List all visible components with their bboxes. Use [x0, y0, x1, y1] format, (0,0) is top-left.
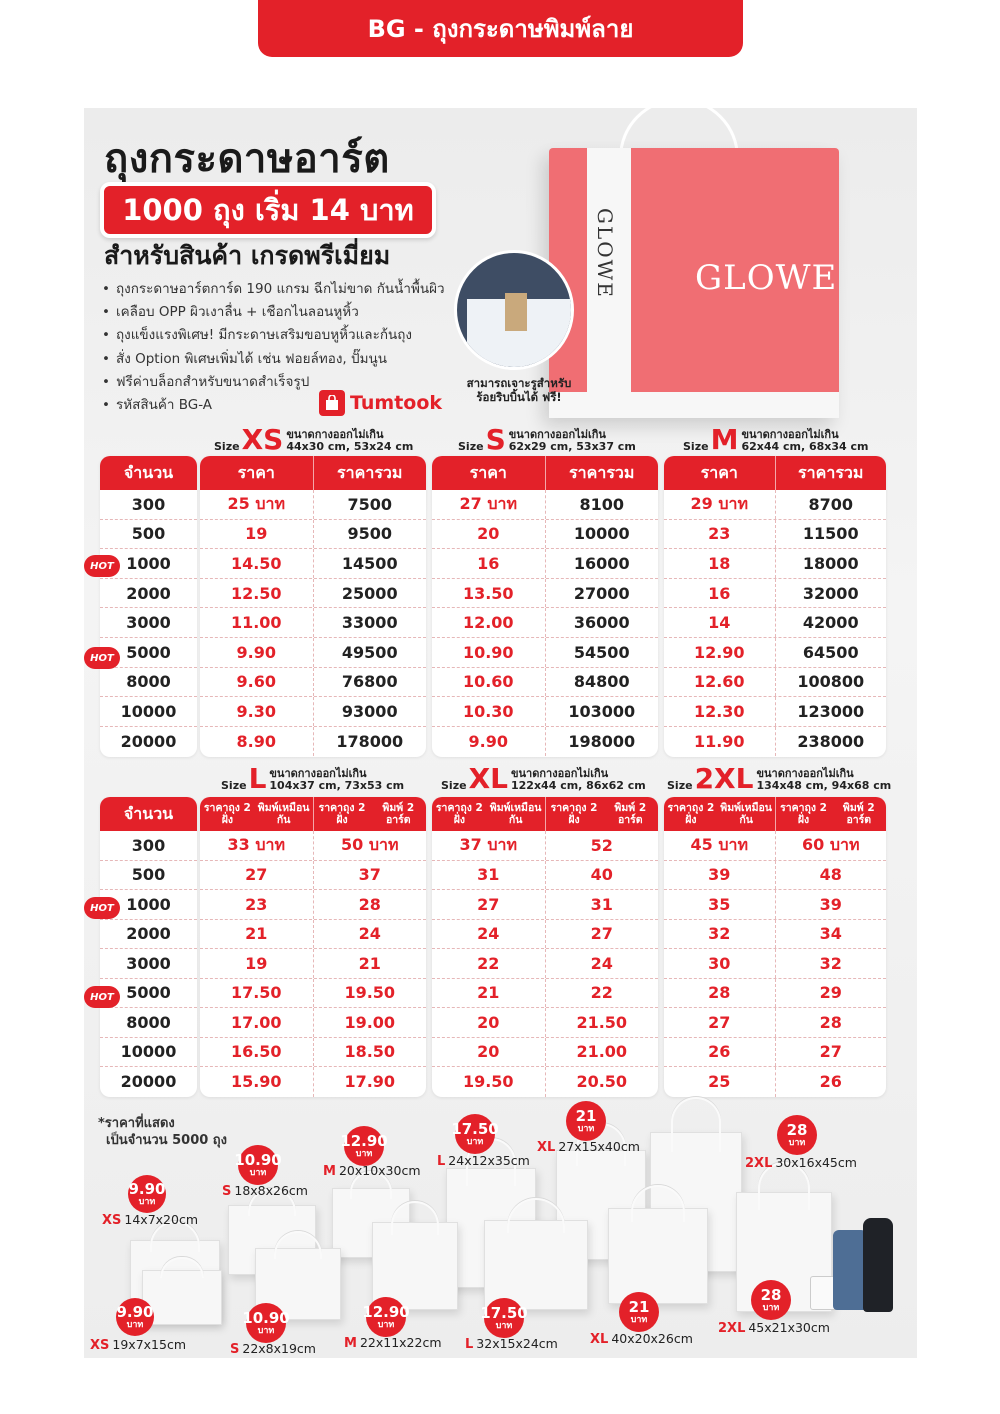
- table-cell: 32: [664, 920, 776, 949]
- table-cell: 23: [200, 890, 314, 919]
- table-cell: 17.00: [200, 1008, 314, 1037]
- table-row: [200, 831, 426, 861]
- table-cell: 20: [432, 1038, 546, 1067]
- table-cell: 300: [131, 835, 166, 855]
- table-row: [432, 1038, 658, 1068]
- table-row: [432, 949, 658, 979]
- hot-badge: HOT: [84, 897, 120, 919]
- table-cell: 18: [664, 549, 776, 578]
- table-row: [200, 727, 426, 757]
- table-row: [664, 979, 886, 1009]
- ribbon-hole-closeup: [454, 250, 574, 370]
- table-cell: 14: [664, 608, 776, 637]
- table-cell: 27: [819, 1042, 842, 1062]
- bag-size-label: S 22x8x19cm: [230, 1341, 316, 1357]
- hero-bag-logo: GLOWE: [695, 258, 838, 298]
- price-badge: 28 บาท: [751, 1280, 791, 1320]
- table-cell: 29: [819, 983, 842, 1003]
- table-cell: 19.50: [344, 983, 396, 1003]
- table-cell: 22: [590, 983, 613, 1003]
- table-cell: 123000: [797, 701, 865, 721]
- table-cell: 20: [432, 520, 546, 549]
- table-cell: 8000: [126, 1012, 171, 1032]
- table-cell: 19: [200, 949, 314, 978]
- table-cell: 10000: [120, 1042, 177, 1062]
- table-cell: 15.90: [200, 1067, 314, 1097]
- table-cell: 300: [131, 494, 166, 514]
- table-cell: 8100: [579, 494, 625, 514]
- table-row: [432, 668, 658, 698]
- table-cell: 9.60: [200, 668, 314, 697]
- table-row: [200, 638, 426, 668]
- page-title: ถุงกระดาษอาร์ต: [104, 136, 390, 182]
- table-cell: 20: [432, 1008, 546, 1037]
- bag-size-label: M 20x10x30cm: [323, 1163, 421, 1179]
- table-cell: 13.50: [432, 579, 546, 608]
- table-row: [100, 697, 197, 727]
- table-cell: 103000: [568, 701, 636, 721]
- table-cell: 37 บาท: [432, 831, 546, 860]
- table-cell: 33 บาท: [200, 831, 314, 860]
- price-table-xl: ราคาถุง 2 ฝั่ง พิมพ์เหมือนกัน ราคาถุง 2 ฝั่ง พิมพ์ 2 อาร์ต 37 บาท 52 31 40 27 31 24 27 22 24 21 22 20 21.50 20 21.00 19.50 20.50: [432, 797, 658, 1097]
- table-cell: 198000: [568, 732, 636, 752]
- bag-size-label: S 18x8x26cm: [222, 1183, 308, 1199]
- size-header-s: Size S ขนาดกางออกไม่เกิน 62x29 cm, 53x37 cm: [458, 423, 636, 456]
- table-cell: 37: [358, 865, 381, 885]
- table-row: [432, 697, 658, 727]
- table-cell: 26: [664, 1038, 776, 1067]
- bag-size-label: 2XL 30x16x45cm: [745, 1155, 857, 1171]
- table-row: [200, 979, 426, 1009]
- table-row: [664, 1067, 886, 1097]
- table-row: [200, 608, 426, 638]
- table-cell: 24: [590, 953, 613, 973]
- brand-logo: [319, 390, 442, 416]
- table-cell: 9.90: [200, 638, 314, 667]
- table-cell: 11500: [802, 524, 859, 544]
- table-cell: 64500: [802, 642, 859, 662]
- table-row: [100, 668, 197, 698]
- bag-image: [608, 1208, 708, 1304]
- table-row: [664, 520, 886, 550]
- table-cell: 54500: [573, 642, 630, 662]
- hot-badge: HOT: [84, 986, 120, 1008]
- table-cell: 31: [590, 894, 613, 914]
- table-cell: 30: [664, 949, 776, 978]
- table-cell: 25000: [341, 583, 398, 603]
- table-cell: 40: [590, 865, 613, 885]
- price-note: *ราคาที่แสดง เป็นจำนวน 5000 ถุง: [98, 1116, 228, 1148]
- price-table-2xl: ราคาถุง 2 ฝั่ง พิมพ์เหมือนกัน ราคาถุง 2 ฝั่ง พิมพ์ 2 อาร์ต 45 บาท 60 บาท 39 48 35 39 32 34 30 32 28 29 27 28 26 27 25 26: [664, 797, 886, 1097]
- table-row: [200, 697, 426, 727]
- table-row: [100, 608, 197, 638]
- table-cell: 27: [664, 1008, 776, 1037]
- table-cell: 20000: [120, 732, 177, 752]
- table-cell: 39: [819, 894, 842, 914]
- bag-size-label: XS 19x7x15cm: [90, 1337, 186, 1353]
- table-cell: 45 บาท: [664, 831, 776, 860]
- table-cell: 32: [819, 953, 842, 973]
- table-row: [100, 861, 197, 891]
- table-cell: 21.50: [576, 1012, 628, 1032]
- table-cell: 19.00: [344, 1012, 396, 1032]
- table-row: [664, 579, 886, 609]
- table-cell: 50 บาท: [340, 834, 399, 854]
- table-row: [200, 520, 426, 550]
- table-row: [432, 579, 658, 609]
- table-row: [664, 608, 886, 638]
- table-cell: 14500: [341, 553, 398, 573]
- table-row: [664, 861, 886, 891]
- table-cell: 49500: [341, 642, 398, 662]
- table-cell: 16.50: [200, 1038, 314, 1067]
- price-badge: 17.50 บาท: [484, 1298, 524, 1338]
- table-cell: 27: [432, 890, 546, 919]
- table-cell: 48: [819, 865, 842, 885]
- table-cell: 8.90: [200, 727, 314, 757]
- qty-column-bottom: จำนวน 300 500 1000 2000 3000 5000 8000 10000 20000: [100, 797, 197, 1097]
- table-cell: 17.50: [200, 979, 314, 1008]
- table-row: [432, 861, 658, 891]
- table-cell: 24: [432, 920, 546, 949]
- table-row: [664, 638, 886, 668]
- hot-badge: HOT: [84, 555, 120, 577]
- table-cell: 21: [358, 953, 381, 973]
- table-row: [200, 490, 426, 520]
- price-table-l: ราคาถุง 2 ฝั่ง พิมพ์เหมือนกัน ราคาถุง 2 ฝั่ง พิมพ์ 2 อาร์ต 33 บาท 50 บาท 27 37 23 28 21 24 19 21 17.50 19.50 17.00 19.00 16.50 18.50 15.90 17.90: [200, 797, 426, 1097]
- page-banner: BG - ถุงกระดาษพิมพ์ลาย: [258, 0, 743, 57]
- subtitle: สำหรับสินค้า เกรดพรีเมี่ยม: [104, 241, 391, 270]
- table-cell: 28: [664, 979, 776, 1008]
- feature-item: • เคลือบ OPP ผิวเงาลื่น + เชือกไนลอนหูหิ้ว: [102, 301, 445, 324]
- table-row: [664, 727, 886, 757]
- table-cell: 3000: [126, 613, 171, 633]
- table-cell: 27: [590, 924, 613, 944]
- table-cell: 14.50: [200, 549, 314, 578]
- table-cell: 60 บาท: [801, 834, 860, 854]
- hot-badge: HOT: [84, 647, 120, 669]
- table-row: [664, 920, 886, 950]
- hero-bag-image: [549, 148, 839, 418]
- size-header-m: Size M ขนาดกางออกไม่เกิน 62x44 cm, 68x34 cm: [683, 423, 869, 456]
- table-row: [200, 549, 426, 579]
- table-cell: 24: [358, 924, 381, 944]
- hero-bag-side-logo: GLOWE: [593, 208, 617, 299]
- table-cell: 9.30: [200, 697, 314, 726]
- table-cell: 76800: [341, 672, 398, 692]
- table-row: [432, 831, 658, 861]
- table-row: [100, 490, 197, 520]
- qty-rows: [100, 490, 197, 756]
- table-row: [432, 549, 658, 579]
- table-cell: 10.60: [432, 668, 546, 697]
- table-cell: 36000: [573, 613, 630, 633]
- table-row: [100, 1008, 197, 1038]
- table-cell: 17.90: [344, 1072, 396, 1092]
- feature-item: • ถุงแข็งแรงพิเศษ! มีกระดาษเสริมขอบหูหิ้วและก้นถุง: [102, 324, 445, 347]
- price-badge: 10.90 บาท: [238, 1145, 278, 1185]
- table-cell: 7500: [347, 494, 393, 514]
- table-cell: 52: [590, 835, 613, 855]
- table-cell: 1000: [126, 553, 171, 573]
- table-cell: 27: [200, 861, 314, 890]
- bag-size-label: L 24x12x35cm: [437, 1153, 530, 1169]
- table-row: [100, 1038, 197, 1068]
- table-cell: 16: [432, 549, 546, 578]
- table-cell: 238000: [797, 732, 865, 752]
- table-cell: 34: [819, 924, 842, 944]
- table-row: [200, 579, 426, 609]
- price-badge: 12.90 บาท: [366, 1297, 406, 1337]
- table-cell: 16000: [573, 553, 630, 573]
- hero-bag-band: [549, 392, 839, 418]
- table-row: [432, 638, 658, 668]
- table-cell: 21.00: [576, 1042, 628, 1062]
- table-cell: 8000: [126, 672, 171, 692]
- feature-item: • ฟรีค่าบล็อกสำหรับขนาดสำเร็จรูป: [102, 371, 445, 394]
- table-row: [664, 890, 886, 920]
- table-row: [664, 490, 886, 520]
- table-row: [200, 1038, 426, 1068]
- table-cell: 12.50: [200, 579, 314, 608]
- table-cell: 28: [819, 1012, 842, 1032]
- bag-size-label: 2XL 45x21x30cm: [718, 1320, 830, 1336]
- table-cell: 35: [664, 890, 776, 919]
- table-cell: 9500: [347, 524, 393, 544]
- table-cell: 5000: [126, 983, 171, 1003]
- price-badge: 21 บาท: [619, 1292, 659, 1332]
- table-cell: 23: [664, 520, 776, 549]
- table-cell: 25: [664, 1067, 776, 1097]
- table-row: [100, 727, 197, 757]
- table-row: [200, 861, 426, 891]
- table-cell: 12.90: [664, 638, 776, 667]
- table-cell: 26: [819, 1072, 842, 1092]
- table-cell: 19: [200, 520, 314, 549]
- bag-size-label: XS 14x7x20cm: [102, 1212, 198, 1228]
- table-row: [664, 831, 886, 861]
- table-cell: 21: [432, 979, 546, 1008]
- table-row: [200, 920, 426, 950]
- table-cell: 32000: [802, 583, 859, 603]
- table-row: [100, 920, 197, 950]
- table-cell: 178000: [336, 732, 404, 752]
- table-cell: 10000: [120, 701, 177, 721]
- table-cell: 8700: [808, 494, 854, 514]
- table-row: [200, 1008, 426, 1038]
- table-row: [200, 668, 426, 698]
- table-cell: 12.30: [664, 697, 776, 726]
- table-cell: 42000: [802, 613, 859, 633]
- bag-icon: [319, 390, 345, 416]
- table-cell: 19.50: [432, 1067, 546, 1097]
- table-cell: 21: [200, 920, 314, 949]
- table-row: [432, 1067, 658, 1097]
- size-header-2xl: Size 2XL ขนาดกางออกไม่เกิน 134x48 cm, 94x68 cm: [667, 762, 892, 795]
- table-row: [664, 949, 886, 979]
- brand-name: Tumtook: [350, 392, 443, 414]
- table-cell: 18000: [802, 553, 859, 573]
- table-cell: 10.90: [432, 638, 546, 667]
- table-row: [432, 490, 658, 520]
- table-row: [200, 949, 426, 979]
- price-table-m: ราคา ราคารวม 29 บาท 8700 23 11500 18 18000 16 32000 14 42000 12.90 64500 12.60 100800 12.30 123000 11.90 238000: [664, 456, 886, 757]
- table-row: [432, 979, 658, 1009]
- tumbler-image: [833, 1230, 867, 1310]
- table-cell: 22: [432, 949, 546, 978]
- table-row: [100, 831, 197, 861]
- table-cell: 20000: [120, 1072, 177, 1092]
- tumbler-image: [863, 1218, 893, 1312]
- table-cell: 100800: [797, 672, 865, 692]
- ribbon-hole-caption: สามารถเจาะรูสำหรับ ร้อยริบบิ้นได้ ฟรี!: [466, 376, 572, 404]
- table-cell: 2000: [126, 583, 171, 603]
- table-row: [100, 1067, 197, 1097]
- table-cell: 28: [358, 894, 381, 914]
- table-row: [432, 608, 658, 638]
- table-cell: 84800: [573, 672, 630, 692]
- table-cell: 11.90: [664, 727, 776, 757]
- table-cell: 29 บาท: [664, 490, 776, 519]
- qty-column-top: จำนวน 300 500 1000 2000 3000 5000 8000 10000 20000: [100, 456, 197, 757]
- table-row: [200, 1067, 426, 1097]
- price-table-s: ราคา ราคารวม 27 บาท 8100 20 10000 16 16000 13.50 27000 12.00 36000 10.90 54500 10.60 84800 10.30 103000 9.90 198000: [432, 456, 658, 757]
- bag-size-label: XL 27x15x40cm: [537, 1139, 640, 1155]
- table-row: [664, 549, 886, 579]
- table-row: [664, 697, 886, 727]
- table-cell: 31: [432, 861, 546, 890]
- table-cell: 10.30: [432, 697, 546, 726]
- table-cell: 33000: [341, 613, 398, 633]
- table-row: [432, 1008, 658, 1038]
- price-badge: 9.90 บาท: [116, 1298, 154, 1336]
- feature-item: • รหัสสินค้า BG-A: [102, 394, 445, 417]
- table-cell: 18.50: [344, 1042, 396, 1062]
- table-row: [100, 949, 197, 979]
- table-cell: 11.00: [200, 608, 314, 637]
- table-row: [100, 520, 197, 550]
- table-cell: 27 บาท: [432, 490, 546, 519]
- table-row: [664, 1038, 886, 1068]
- table-cell: 500: [131, 865, 166, 885]
- feature-item: • สั่ง Option พิเศษเพิ่มได้ เช่น ฟอยล์ทอง, ปั๊มนูน: [102, 348, 445, 371]
- table-row: [664, 1008, 886, 1038]
- table-cell: 16: [664, 579, 776, 608]
- table-cell: 20.50: [576, 1072, 628, 1092]
- price-badge: 17.50 บาท: [455, 1114, 495, 1154]
- table-row: [100, 579, 197, 609]
- price-badge: 12.90 บาท: [344, 1126, 384, 1166]
- table-row: [432, 890, 658, 920]
- table-cell: 93000: [341, 701, 398, 721]
- bag-size-label: M 22x11x22cm: [344, 1335, 442, 1351]
- table-cell: 500: [131, 524, 166, 544]
- table-cell: 25 บาท: [200, 490, 314, 519]
- table-row: [664, 668, 886, 698]
- table-cell: 12.00: [432, 608, 546, 637]
- table-row: [200, 890, 426, 920]
- price-table-xs: ราคา ราคารวม 25 บาท 7500 19 9500 14.50 14500 12.50 25000 11.00 33000 9.90 49500 9.60 76800 9.30 93000 8.90 178000: [200, 456, 426, 757]
- table-cell: 27000: [573, 583, 630, 603]
- bag-image: [484, 1220, 588, 1310]
- table-cell: 39: [664, 861, 776, 890]
- bag-size-label: XL 40x20x26cm: [590, 1331, 693, 1347]
- size-header-xs: Size XS ขนาดกางออกไม่เกิน 44x30 cm, 53x24 cm: [214, 423, 414, 456]
- table-row: [432, 520, 658, 550]
- table-cell: 2000: [126, 924, 171, 944]
- price-badge: 28 บาท: [777, 1115, 817, 1155]
- table-row: [432, 920, 658, 950]
- table-cell: 9.90: [432, 727, 546, 757]
- size-header-l: Size L ขนาดกางออกไม่เกิน 104x37 cm, 73x53 cm: [221, 762, 405, 795]
- price-badge: 21 บาท: [566, 1101, 606, 1141]
- size-header-xl: Size XL ขนาดกางออกไม่เกิน 122x44 cm, 86x62 cm: [441, 762, 646, 795]
- table-cell: 10000: [573, 524, 630, 544]
- table-cell: 3000: [126, 953, 171, 973]
- price-badge: 10.90 บาท: [246, 1303, 286, 1343]
- promo-badge: 1000 ถุง เริ่ม 14 บาท: [100, 182, 436, 238]
- bag-size-label: L 32x15x24cm: [465, 1336, 558, 1352]
- bag-image: [142, 1270, 222, 1325]
- table-cell: 1000: [126, 894, 171, 914]
- table-cell: 5000: [126, 642, 171, 662]
- table-row: [432, 727, 658, 757]
- table-cell: 12.60: [664, 668, 776, 697]
- price-badge: 9.90 บาท: [128, 1175, 166, 1213]
- feature-item: • ถุงกระดาษอาร์ตการ์ด 190 แกรม ฉีกไม่ขาด กันน้ำพื้นผิว: [102, 278, 445, 301]
